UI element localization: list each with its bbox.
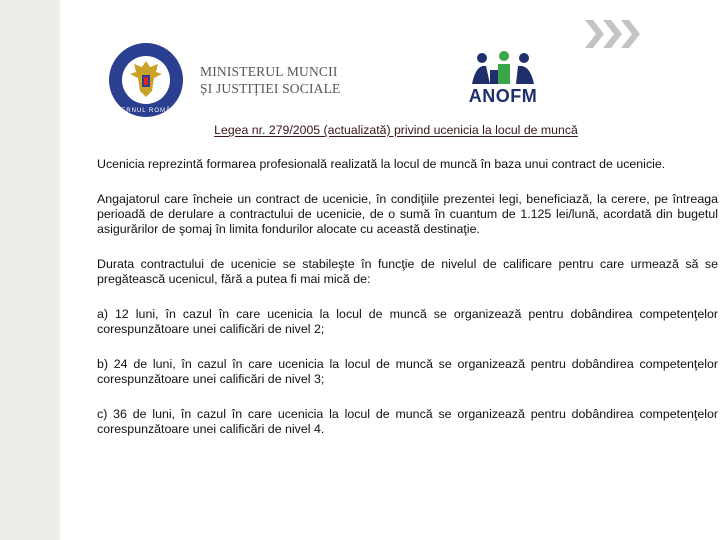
list-item-level-2: a) 12 luni, în cazul în care ucenicia la locul de muncă se organizează pentru dobândirea competenţelor corespunzătoare unei calificări de nivel 2; — [97, 307, 718, 336]
paragraph-definition: Ucenicia reprezintă formarea profesională realizată la locul de muncă în baza unui contract de ucenicie. — [97, 157, 666, 171]
chevron-right-icon — [585, 16, 643, 52]
list-item-level-4: c) 36 de luni, în cazul în care ucenicia la locul de muncă se organizează pentru dobândirea competenţelor corespunzătoare unei calificări de nivel 4. — [97, 407, 718, 436]
anofm-wordmark: ANOFM — [468, 86, 538, 106]
document-body — [97, 157, 718, 457]
ministry-name — [200, 63, 341, 97]
paragraph-employer-benefit: Angajatorul care încheie un contract de ucenicie, în condiţiile prezentei legi, beneficiază, la cerere, pe întreaga perioadă de derulare a contractului de ucenicie, de o sumă în cuantum de 1.125 lei/lună, acordată din bugetul asigurărilor de şomaj în limita fondurilor alocate cu această destinaţie. — [97, 192, 718, 236]
left-side-band — [0, 0, 60, 540]
ministry-name-line2: ȘI JUSTIȚIEI SOCIALE — [200, 81, 341, 96]
ministry-name-line1: MINISTERUL MUNCII — [200, 64, 338, 79]
paragraph-duration: Durata contractului de ucenicie se stabileşte în funcţie de nivelul de calificare pentru care urmează să se pregătească ucenicul, fără a putea fi mai mică de: — [97, 257, 718, 286]
gov-badge-text: GUVERNUL ROMÂNIEI — [105, 108, 187, 114]
list-item-level-3: b) 24 de luni, în cazul în care ucenicia la locul de muncă se organizează pentru dobândirea competenţelor corespunzătoare unei calificări de nivel 3; — [97, 357, 718, 386]
document-title: Legea nr. 279/2005 (actualizată) privind ucenicia la locul de muncă — [214, 123, 578, 137]
government-seal-icon — [104, 41, 188, 119]
